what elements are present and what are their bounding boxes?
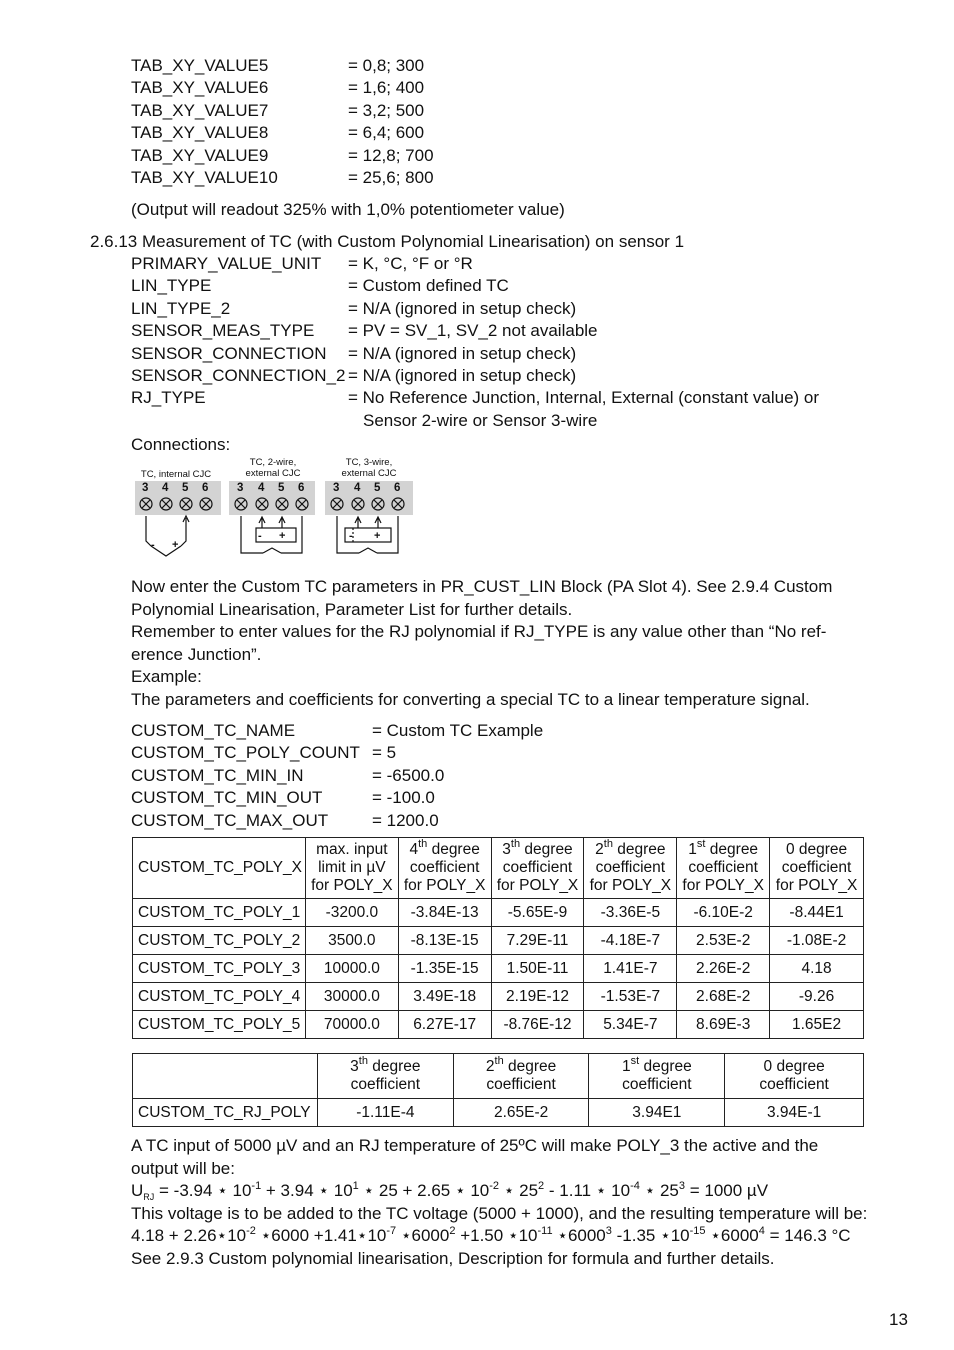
header-sup: th — [358, 1055, 368, 1067]
terminal-number: 3 — [142, 482, 149, 494]
table-cell: 2.53E-2 — [677, 927, 770, 955]
table-row — [133, 955, 864, 983]
example-label: Example: — [131, 667, 202, 686]
table-header-row — [133, 1054, 864, 1099]
header-sup: th — [418, 838, 428, 850]
kv-key: SENSOR_CONNECTION_2 — [131, 366, 346, 386]
formula-exp: 4 — [758, 1225, 765, 1237]
paragraph-voltage: This voltage is to be added to the TC voltage (5000 + 1000), and the resulting temperature will be: — [131, 1204, 868, 1223]
header-num: 1 — [621, 1058, 631, 1075]
terminal-number: 5 — [374, 482, 381, 494]
formula-part: = 1000 µV — [685, 1181, 769, 1200]
kv-row — [131, 122, 434, 144]
kv-key: TAB_XY_VALUE10 — [131, 168, 278, 188]
kv-row — [131, 365, 853, 387]
section-heading: 2.6.13 Measurement of TC (with Custom Polynomial Linearisation) on sensor 1 — [90, 232, 685, 251]
kv-key: LIN_TYPE_2 — [131, 298, 231, 318]
rj-poly-table — [132, 1053, 864, 1127]
formula-exp: 1 — [352, 1180, 359, 1192]
kv-key: CUSTOM_TC_NAME — [131, 721, 296, 740]
table-cell: CUSTOM_TC_POLY_1 — [133, 899, 306, 927]
kv-row — [131, 55, 434, 77]
diagram-label: TC, internal CJC — [140, 469, 212, 480]
kv-value: = Custom defined TC — [348, 276, 509, 296]
table-cell: 3.49E-18 — [398, 983, 491, 1011]
header-cell — [677, 838, 770, 899]
header-num: 3 — [350, 1058, 359, 1075]
kv-row — [131, 787, 543, 809]
header-rest: degree coefficient for POLY_X — [496, 841, 579, 894]
header-cell — [398, 838, 491, 899]
header-rest: degree coefficient — [486, 1058, 557, 1093]
paragraph-see: See 2.9.3 Custom polynomial linearisation, Description for formula and further details. — [131, 1249, 775, 1268]
terminal-number: 3 — [237, 482, 244, 494]
formula-part: +1.50 ⋆10 — [455, 1226, 538, 1245]
page-number: 13 — [889, 1310, 908, 1329]
formula-exp: -11 — [537, 1225, 553, 1237]
formula-exp: -2 — [246, 1225, 256, 1237]
kv-row — [131, 765, 543, 787]
table-cell: -1.35E-15 — [398, 955, 491, 983]
paragraph-custom-tc-intro: Now enter the Custom TC parameters in PR_CUST_LIN Block (PA Slot 4). See 2.9.4 Custom Polynomial Linearisation, Parameter List for further details. — [131, 577, 833, 619]
table-row — [133, 1011, 864, 1039]
table-cell: CUSTOM_TC_POLY_2 — [133, 927, 306, 955]
terminal-number: 6 — [394, 482, 401, 494]
paragraph-rj-note: Remember to enter values for the RJ polynomial if RJ_TYPE is any value other than “No ref-erence Junction”. — [131, 622, 827, 664]
kv-row — [131, 275, 853, 297]
kv-value: = 0,8; 300 — [348, 56, 425, 75]
terminal-number: 4 — [162, 482, 169, 494]
formula-exp: 3 — [605, 1225, 612, 1237]
terminal-number: 5 — [278, 482, 285, 494]
table-row — [133, 899, 864, 927]
kv-row — [131, 253, 853, 275]
header-rest: degree coefficient — [622, 1058, 692, 1093]
kv-row — [131, 320, 853, 342]
config-values — [131, 253, 853, 432]
svg-text:+: + — [374, 530, 381, 542]
table-cell: 30000.0 — [305, 983, 398, 1011]
formula-part: ⋆ 25 — [639, 1181, 679, 1200]
formula-exp: -15 — [689, 1225, 706, 1237]
formula-part: U — [131, 1181, 144, 1200]
kv-value: = No Reference Junction, Internal, External (constant value) or Sensor 2-wire or Sensor 3-wire — [348, 388, 820, 430]
header-rest: degree coefficient for POLY_X — [682, 841, 764, 894]
table-row — [133, 927, 864, 955]
table-cell: -8.76E-12 — [491, 1011, 584, 1039]
terminal-number: 6 — [202, 482, 209, 494]
kv-row — [131, 810, 543, 832]
terminal-number: 6 — [298, 482, 305, 494]
table-cell: CUSTOM_TC_POLY_5 — [133, 1011, 306, 1039]
header-sup: th — [510, 838, 521, 850]
table-cell: 6.27E-17 — [398, 1011, 491, 1039]
kv-value: = PV = SV_1, SV_2 not available — [348, 321, 598, 341]
kv-row — [131, 145, 434, 167]
terminal-number: 3 — [333, 482, 340, 494]
connections-label: Connections: — [131, 435, 231, 454]
kv-value: = K, °C, °F or °R — [348, 254, 473, 273]
header-rest: degree coefficient — [350, 1058, 421, 1093]
kv-value: = 25,6; 800 — [348, 168, 434, 188]
kv-key: TAB_XY_VALUE5 — [131, 56, 269, 75]
header-rest: degree coefficient for POLY_X — [403, 841, 486, 894]
header-cell — [491, 838, 584, 899]
table-cell: -3.84E-13 — [398, 899, 491, 927]
formula-part: ⋆6000 — [705, 1226, 759, 1245]
header-num: 4 — [409, 841, 419, 858]
formula-part: ⋆6000 — [396, 1226, 450, 1245]
kv-key: SENSOR_MEAS_TYPE — [131, 321, 315, 341]
header-rest: degree coefficient for POLY_X — [589, 841, 672, 894]
poly-coefficient-table — [132, 837, 864, 1039]
kv-key: PRIMARY_VALUE_UNIT — [131, 254, 322, 273]
kv-key: LIN_TYPE — [131, 276, 212, 296]
kv-row — [131, 343, 853, 365]
formula-exp: -4 — [630, 1180, 640, 1192]
paragraph-result: A TC input of 5000 µV and an RJ temperature of 25ºC will make POLY_3 the active and the output will be: — [131, 1136, 819, 1178]
svg-text:-: - — [258, 530, 262, 542]
header-sup: st — [696, 838, 706, 850]
table-cell: -5.65E-9 — [491, 899, 584, 927]
header-cell — [317, 1054, 453, 1099]
kv-value: = 12,8; 700 — [348, 145, 434, 165]
kv-value: = N/A (ignored in setup check) — [348, 366, 577, 386]
table-cell: 1.41E-7 — [584, 955, 677, 983]
table-cell: 7.29E-11 — [491, 927, 584, 955]
kv-row — [131, 167, 434, 189]
formula-exp: -1 — [251, 1180, 262, 1192]
kv-key: TAB_XY_VALUE6 — [131, 78, 269, 98]
table-cell: 10000.0 — [305, 955, 398, 983]
table-cell: 2.68E-2 — [677, 983, 770, 1011]
svg-text:-: - — [151, 539, 155, 551]
table-cell: 70000.0 — [305, 1011, 398, 1039]
kv-row — [131, 720, 543, 742]
kv-key: CUSTOM_TC_POLY_COUNT — [131, 743, 360, 763]
kv-value: = N/A (ignored in setup check) — [348, 343, 577, 363]
table-cell: 2.26E-2 — [677, 955, 770, 983]
kv-key: CUSTOM_TC_MIN_IN — [131, 765, 304, 785]
svg-text:+: + — [172, 539, 179, 551]
table-cell: -8.13E-15 — [398, 927, 491, 955]
screw-terminal-icons — [140, 498, 404, 510]
header-sup: th — [603, 838, 613, 850]
kv-value: = 6,4; 600 — [348, 123, 425, 143]
formula-part: 4.18 + 2.26⋆10 — [131, 1226, 247, 1245]
header-num: 2 — [485, 1058, 495, 1075]
header-sup: st — [630, 1055, 640, 1067]
header-num: 2 — [595, 841, 604, 858]
table-row — [133, 983, 864, 1011]
formula-exp: -7 — [386, 1225, 397, 1237]
table-cell: 1.65E2 — [770, 1011, 864, 1039]
formula-part: ⋆ 25 + 2.65 ⋆ 10 — [358, 1181, 490, 1200]
table-cell: -1.08E-2 — [770, 927, 864, 955]
table-cell: -1.53E-7 — [584, 983, 677, 1011]
table-cell: 1.50E-11 — [491, 955, 584, 983]
kv-key: CUSTOM_TC_MAX_OUT — [131, 810, 329, 830]
formula-exp: 2 — [538, 1180, 545, 1192]
table-cell: 2.65E-2 — [453, 1099, 589, 1127]
diagram-label: TC, 2-wire, external CJC — [245, 457, 301, 479]
kv-value: = -100.0 — [372, 788, 435, 808]
kv-value: = Custom TC Example — [372, 721, 544, 740]
kv-key: TAB_XY_VALUE8 — [131, 123, 269, 143]
kv-row — [131, 100, 434, 122]
kv-row — [131, 742, 543, 764]
header-num: 3 — [502, 841, 511, 858]
formula-temperature — [131, 1225, 851, 1247]
terminal-number: 4 — [258, 482, 265, 494]
kv-key: TAB_XY_VALUE7 — [131, 100, 269, 120]
kv-key: CUSTOM_TC_MIN_OUT — [131, 788, 323, 808]
kv-value: = -6500.0 — [372, 765, 445, 785]
formula-part: ⋆6000 — [552, 1226, 606, 1245]
table-cell: -4.18E-7 — [584, 927, 677, 955]
kv-key: TAB_XY_VALUE9 — [131, 145, 269, 165]
formula-part: ⋆6000 +1.41⋆10 — [255, 1226, 387, 1245]
table-cell: -3.36E-5 — [584, 899, 677, 927]
kv-value: = 3,2; 500 — [348, 100, 425, 120]
header-cell — [133, 1054, 318, 1099]
table-cell: 5.34E-7 — [584, 1011, 677, 1039]
table-cell: -9.26 — [770, 983, 864, 1011]
kv-value: = 1,6; 400 — [348, 78, 425, 98]
svg-text:+: + — [279, 530, 286, 542]
table-row — [133, 1099, 864, 1127]
connection-diagrams — [131, 456, 421, 564]
formula-part: ⋆ 25 — [499, 1181, 539, 1200]
output-note: (Output will readout 325% with 1,0% potentiometer value) — [131, 200, 565, 219]
table-cell: -3200.0 — [305, 899, 398, 927]
svg-text:-: - — [349, 530, 353, 542]
table-cell: 3.94E1 — [589, 1099, 725, 1127]
table-cell: 3500.0 — [305, 927, 398, 955]
header-cell: CUSTOM_TC_POLY_X — [133, 838, 306, 899]
kv-value: = N/A (ignored in setup check) — [348, 298, 577, 318]
kv-row — [131, 298, 853, 320]
formula-part: -1.35 ⋆10 — [611, 1226, 690, 1245]
diagram-label: TC, 3-wire, external CJC — [341, 457, 397, 479]
table-cell: -8.44E1 — [770, 899, 864, 927]
table-cell: CUSTOM_TC_POLY_4 — [133, 983, 306, 1011]
table-cell: 3.94E-1 — [725, 1099, 864, 1127]
header-cell: 0 degree coefficient — [725, 1054, 864, 1099]
table-cell: CUSTOM_TC_POLY_3 — [133, 955, 306, 983]
terminal-number: 5 — [182, 482, 189, 494]
paragraph-example-desc: The parameters and coefficients for converting a special TC to a linear temperature signal. — [131, 690, 810, 709]
kv-value: = 5 — [372, 743, 397, 763]
header-num: 1 — [688, 841, 697, 858]
table-cell: 4.18 — [770, 955, 864, 983]
table-cell: -1.11E-4 — [317, 1099, 453, 1127]
header-cell — [589, 1054, 725, 1099]
formula-exp: -2 — [489, 1180, 500, 1192]
kv-row — [131, 387, 853, 432]
formula-part: = 146.3 °C — [764, 1226, 851, 1245]
wiring-diagram-svg — [131, 456, 421, 564]
formula-exp: 3 — [678, 1180, 685, 1192]
table-header-row — [133, 838, 864, 899]
header-cell: 0 degree coefficient for POLY_X — [770, 838, 864, 899]
formula-part: = -3.94 ⋆ 10 — [154, 1181, 252, 1200]
table-cell: 8.69E-3 — [677, 1011, 770, 1039]
kv-key: SENSOR_CONNECTION — [131, 343, 327, 363]
formula-part: + 3.94 ⋆ 10 — [261, 1181, 353, 1200]
table-cell: -6.10E-2 — [677, 899, 770, 927]
table-cell: CUSTOM_TC_RJ_POLY — [133, 1099, 318, 1127]
kv-key: RJ_TYPE — [131, 388, 206, 408]
custom-tc-values — [131, 720, 543, 832]
header-cell — [453, 1054, 589, 1099]
header-cell — [584, 838, 677, 899]
kv-value: = 1200.0 — [372, 810, 439, 830]
formula-exp: 2 — [449, 1225, 456, 1237]
formula-sub: RJ — [143, 1192, 155, 1202]
kv-row — [131, 77, 434, 99]
formula-part: - 1.11 ⋆ 10 — [544, 1181, 631, 1200]
header-cell: max. input limit in µV for POLY_X — [305, 838, 398, 899]
terminal-number: 4 — [354, 482, 361, 494]
tab-xy-values — [131, 55, 434, 189]
formula-urj — [131, 1180, 768, 1202]
table-cell: 2.19E-12 — [491, 983, 584, 1011]
header-sup: th — [494, 1055, 504, 1067]
